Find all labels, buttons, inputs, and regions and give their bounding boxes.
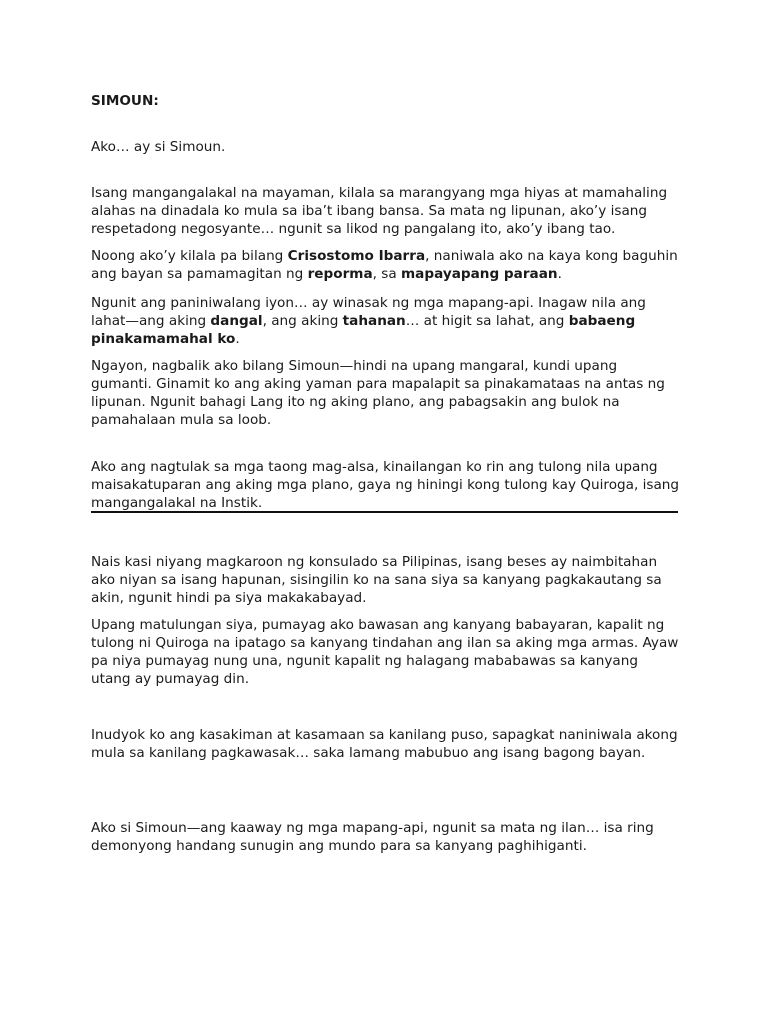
paragraph-closing: Ako si Simoun—ang kaaway ng mga mapang-api, ngunit sa mata ng ilan… isa ring demonyong handang sunugin ang mundo para sa kanyang paghihiganti. bbox=[91, 820, 654, 854]
paragraph-greed: Inudyok ko ang kasakiman at kasamaan sa kanilang puso, sapagkat naniniwala akong mula sa kanilang pagkawasak… saka lamang mabubuo ang isang bagong bayan. bbox=[91, 727, 678, 761]
bold-reporma: reporma bbox=[307, 266, 373, 282]
paragraph-consulate: Nais kasi niyang magkaroon ng konsulado sa Pilipinas, isang beses ay naimbitahan ako niyan sa isang hapunan, sisingilin ko na sana siya sa kanyang pagkakautang sa akin, ngunit hindi pa siya makakabayad. bbox=[91, 554, 662, 606]
paragraph-intro: Ako… ay si Simoun. bbox=[91, 139, 226, 155]
paragraph-weapons: Upang matulungan siya, pumayag ako bawasan ang kanyang babayaran, kapalit ng tulong ni Quiroga na ipatago sa kanyang tindahan ang ilan sa aking mga armas. Ayaw pa niya pumayag nung una, ngunit kapalit ng halagang mababawas sa kanyang utang ay pumayag din. bbox=[91, 617, 679, 687]
paragraph-uprising: Ako ang nagtulak sa mga taong mag-alsa, kinailangan ko rin ang tulong nila upang maisakatuparan ang aking mga plano, gaya ng hiningi kong tulong kay Quiroga, isang mangangalakal na Instik. bbox=[91, 459, 680, 511]
bold-babaeng-pinakamamahal: babaeng pinakamamahal ko bbox=[91, 313, 636, 347]
paragraph-oppression-text: Ngunit ang paniniwalang iyon… ay winasak ng mga mapang-api. Inagaw nila ang lahat—ang aking bbox=[91, 295, 646, 329]
bold-tahanan: tahanan bbox=[342, 313, 406, 329]
paragraph-ibarra-text: , sa bbox=[372, 266, 402, 282]
horizontal-divider bbox=[91, 511, 678, 513]
paragraph-merchant: Isang mangangalakal na mayaman, kilala sa marangyang mga hiyas at mamahaling alahas na dinadala ko mula sa iba’t ibang bansa. Sa mata ng lipunan, ako’y isang respetadong negosyante… ngunit sa likod ng pangalang ito, ako’y ibang tao. bbox=[91, 185, 668, 237]
paragraph-oppression bbox=[91, 294, 681, 348]
speaker-heading: SIMOUN: bbox=[91, 93, 159, 109]
bold-dangal: dangal bbox=[210, 313, 263, 329]
paragraph-ibarra bbox=[91, 247, 681, 283]
paragraph-ibarra-text: , naniwala ako na kaya kong baguhin ang bayan sa pamamagitan ng bbox=[91, 248, 678, 282]
paragraph-oppression-text: . bbox=[235, 331, 240, 347]
paragraph-ibarra-text: Noong ako’y kilala pa bilang bbox=[91, 248, 288, 264]
paragraph-ibarra-text: . bbox=[557, 266, 562, 282]
paragraph-return: Ngayon, nagbalik ako bilang Simoun—hindi na upang mangaral, kundi upang gumanti. Ginamit ko ang aking yaman para mapalapit sa pinakamataas na antas ng lipunan. Ngunit bahagi Lang ito ng aking plano, ang pabagsakin ang bulok na pamahalaan mula sa loob. bbox=[91, 358, 665, 428]
bold-crisostomo-ibarra: Crisostomo Ibarra bbox=[287, 248, 426, 264]
bold-mapayapang-paraan: mapayapang paraan bbox=[401, 266, 558, 282]
paragraph-oppression-text: … at higit sa lahat, ang bbox=[405, 313, 569, 329]
paragraph-oppression-text: , ang aking bbox=[262, 313, 343, 329]
